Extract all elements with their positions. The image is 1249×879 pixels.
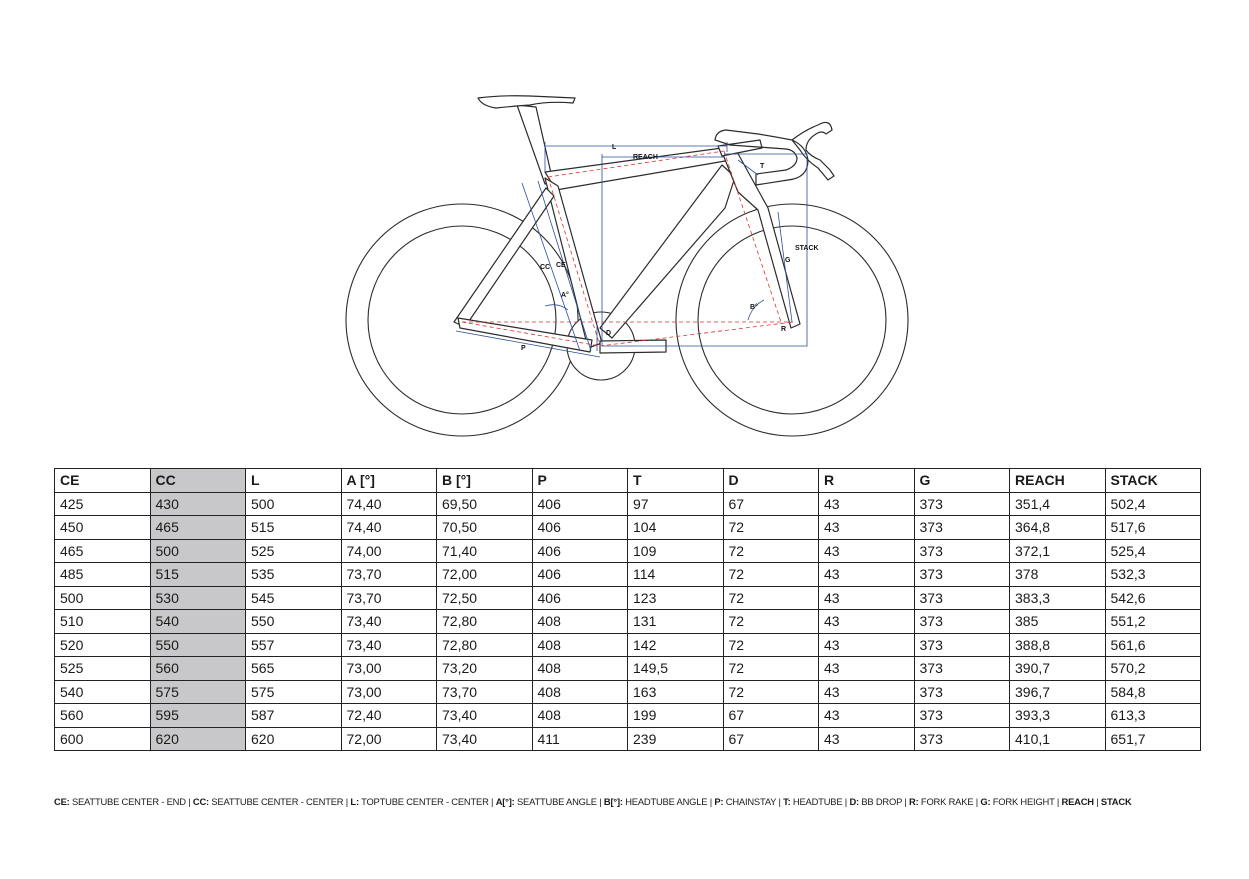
table-cell: 410,1 [1010, 727, 1106, 751]
table-cell: 515 [150, 563, 246, 587]
table-cell: 502,4 [1105, 492, 1201, 516]
table-cell: 43 [819, 633, 915, 657]
legend-description: CHAINSTAY [723, 796, 777, 807]
label-b-angle: B° [750, 304, 758, 311]
table-cell: 72,80 [437, 633, 533, 657]
table-cell: 67 [723, 492, 819, 516]
table-cell: 510 [55, 610, 151, 634]
table-cell: 73,40 [341, 610, 437, 634]
column-header: P [532, 469, 628, 493]
table-cell: 388,8 [1010, 633, 1106, 657]
table-cell: 560 [150, 657, 246, 681]
table-cell: 575 [150, 680, 246, 704]
table-cell: 373 [914, 539, 1010, 563]
table-cell: 73,70 [341, 563, 437, 587]
column-header: REACH [1010, 469, 1106, 493]
label-stack: STACK [795, 245, 819, 252]
table-cell: 43 [819, 492, 915, 516]
table-cell: 72 [723, 563, 819, 587]
table-cell: 520 [55, 633, 151, 657]
table-cell: 406 [532, 516, 628, 540]
table-cell: 565 [246, 657, 342, 681]
table-cell: 525 [55, 657, 151, 681]
table-body [55, 492, 1201, 751]
label-ce: CE [556, 262, 566, 269]
label-l: L [612, 144, 617, 151]
legend-description: FORK HEIGHT [990, 796, 1055, 807]
table-cell: 72 [723, 633, 819, 657]
table-row [55, 539, 1201, 563]
table-row [55, 657, 1201, 681]
table-cell: 123 [628, 586, 724, 610]
column-header: D [723, 469, 819, 493]
table-cell: 72,40 [341, 704, 437, 728]
table-cell: 408 [532, 680, 628, 704]
table-row [55, 586, 1201, 610]
legend-key: CC: [192, 796, 209, 807]
table-cell: 73,40 [437, 727, 533, 751]
legend-key: P: [714, 796, 724, 807]
table-cell: 517,6 [1105, 516, 1201, 540]
table-cell: 70,50 [437, 516, 533, 540]
table-cell: 72,80 [437, 610, 533, 634]
table-cell: 587 [246, 704, 342, 728]
table-cell: 465 [150, 516, 246, 540]
table-cell: 500 [246, 492, 342, 516]
column-header: R [819, 469, 915, 493]
column-header: STACK [1105, 469, 1201, 493]
label-r: R [781, 326, 787, 333]
table-cell: 43 [819, 563, 915, 587]
table-row [55, 516, 1201, 540]
table-cell: 408 [532, 657, 628, 681]
table-cell: 532,3 [1105, 563, 1201, 587]
table-cell: 450 [55, 516, 151, 540]
table-cell: 97 [628, 492, 724, 516]
table-cell: 131 [628, 610, 724, 634]
table-cell: 43 [819, 516, 915, 540]
table-cell: 525 [246, 539, 342, 563]
table-cell: 239 [628, 727, 724, 751]
column-header: CC [150, 469, 246, 493]
table-cell: 373 [914, 586, 1010, 610]
table-cell: 390,7 [1010, 657, 1106, 681]
table-cell: 373 [914, 563, 1010, 587]
table-cell: 373 [914, 704, 1010, 728]
table-cell: 430 [150, 492, 246, 516]
table-cell: 69,50 [437, 492, 533, 516]
table-cell: 73,70 [341, 586, 437, 610]
legend-description: BB DROP [858, 796, 902, 807]
legend-description: TOPTUBE CENTER - CENTER [358, 796, 489, 807]
column-header: CE [55, 469, 151, 493]
legend-key: R: [909, 796, 919, 807]
column-header: L [246, 469, 342, 493]
table-cell: 72,00 [341, 727, 437, 751]
table-row [55, 704, 1201, 728]
table-cell: 74,40 [341, 492, 437, 516]
table-cell: 530 [150, 586, 246, 610]
table-cell: 373 [914, 492, 1010, 516]
legend-key: T: [783, 796, 791, 807]
legend-key: CE: [54, 796, 70, 807]
legend-description: FORK RAKE [918, 796, 974, 807]
column-header: G [914, 469, 1010, 493]
table-cell: 383,3 [1010, 586, 1106, 610]
table-cell: 561,6 [1105, 633, 1201, 657]
table-row [55, 563, 1201, 587]
table-cell: 199 [628, 704, 724, 728]
table-cell: 114 [628, 563, 724, 587]
table-cell: 72,00 [437, 563, 533, 587]
table-cell: 406 [532, 492, 628, 516]
table-cell: 43 [819, 657, 915, 681]
label-a-angle: A° [561, 292, 569, 299]
table-cell: 43 [819, 610, 915, 634]
column-header: B [°] [437, 469, 533, 493]
table-cell: 408 [532, 633, 628, 657]
table-cell: 67 [723, 704, 819, 728]
legend-description: HEADTUBE ANGLE [622, 796, 708, 807]
legend-description: HEADTUBE [790, 796, 843, 807]
table-cell: 43 [819, 539, 915, 563]
table-cell: 408 [532, 610, 628, 634]
table-cell: 373 [914, 610, 1010, 634]
table-cell: 613,3 [1105, 704, 1201, 728]
table-cell: 73,70 [437, 680, 533, 704]
table-cell: 540 [150, 610, 246, 634]
table-cell: 73,00 [341, 680, 437, 704]
label-d: D [606, 330, 612, 337]
table-cell: 373 [914, 680, 1010, 704]
table-cell: 408 [532, 704, 628, 728]
table-cell: 373 [914, 657, 1010, 681]
label-p: P [521, 345, 526, 352]
table-cell: 500 [55, 586, 151, 610]
table-cell: 575 [246, 680, 342, 704]
table-cell: 72 [723, 657, 819, 681]
table-row [55, 633, 1201, 657]
table-cell: 551,2 [1105, 610, 1201, 634]
table-header-row [55, 469, 1201, 493]
legend-description: SEATTUBE ANGLE [514, 796, 597, 807]
legend-key: B[°]: [603, 796, 623, 807]
table-cell: 620 [246, 727, 342, 751]
legend-description: SEATTUBE CENTER - END [69, 796, 186, 807]
table-cell: 73,40 [437, 704, 533, 728]
table-cell: 595 [150, 704, 246, 728]
table-cell: 515 [246, 516, 342, 540]
table-cell: 72 [723, 680, 819, 704]
legend-key: A[°]: [495, 796, 515, 807]
legend-key: D: [849, 796, 859, 807]
table-cell: 406 [532, 586, 628, 610]
table-cell: 142 [628, 633, 724, 657]
table-cell: 465 [55, 539, 151, 563]
legend-key: L: [350, 796, 359, 807]
label-g: G [785, 257, 791, 264]
table-cell: 72 [723, 516, 819, 540]
table-cell: 364,8 [1010, 516, 1106, 540]
table-cell: 71,40 [437, 539, 533, 563]
table-cell: 525,4 [1105, 539, 1201, 563]
table-cell: 43 [819, 586, 915, 610]
table-cell: 406 [532, 563, 628, 587]
table-cell: 67 [723, 727, 819, 751]
table-cell: 163 [628, 680, 724, 704]
table-cell: 542,6 [1105, 586, 1201, 610]
table-cell: 620 [150, 727, 246, 751]
table-cell: 557 [246, 633, 342, 657]
table-cell: 584,8 [1105, 680, 1201, 704]
table-cell: 43 [819, 727, 915, 751]
table-cell: 535 [246, 563, 342, 587]
table-row [55, 680, 1201, 704]
column-header: A [°] [341, 469, 437, 493]
table-cell: 74,40 [341, 516, 437, 540]
abbreviation-legend: CE: SEATTUBE CENTER - END | CC: SEATTUBE CENTER - CENTER | L: TOPTUBE CENTER - CENTER | A[°]: SEATTUBE ANGLE | B[°]: HEADTUBE ANGLE | P: CHAINSTAY | T: HEADTUBE | D: BB DROP | R: FORK RAKE | G: FORK HEIGHT | REACH | STACK [54, 796, 1132, 807]
column-header: T [628, 469, 724, 493]
table-cell: 109 [628, 539, 724, 563]
table-cell: 43 [819, 680, 915, 704]
bike-geometry-diagram [340, 85, 915, 440]
label-reach: REACH [633, 154, 658, 161]
label-t: T [760, 163, 765, 170]
table-row [55, 610, 1201, 634]
table-cell: 651,7 [1105, 727, 1201, 751]
table-cell: 550 [150, 633, 246, 657]
table-cell: 43 [819, 704, 915, 728]
legend-description: SEATTUBE CENTER - CENTER [208, 796, 344, 807]
table-cell: 406 [532, 539, 628, 563]
table-row [55, 727, 1201, 751]
legend-key: REACH [1061, 796, 1094, 807]
table-cell: 540 [55, 680, 151, 704]
table-cell: 560 [55, 704, 151, 728]
legend-key: G: [980, 796, 991, 807]
table-cell: 373 [914, 727, 1010, 751]
table-cell: 393,3 [1010, 704, 1106, 728]
table-cell: 373 [914, 633, 1010, 657]
table-cell: 73,20 [437, 657, 533, 681]
table-cell: 149,5 [628, 657, 724, 681]
table-cell: 485 [55, 563, 151, 587]
table-cell: 372,1 [1010, 539, 1106, 563]
geometry-table [54, 468, 1201, 751]
table-cell: 550 [246, 610, 342, 634]
table-cell: 72 [723, 586, 819, 610]
table-cell: 570,2 [1105, 657, 1201, 681]
table-row [55, 492, 1201, 516]
table-cell: 351,4 [1010, 492, 1106, 516]
table-cell: 373 [914, 516, 1010, 540]
table-cell: 396,7 [1010, 680, 1106, 704]
table-cell: 72 [723, 539, 819, 563]
table-cell: 500 [150, 539, 246, 563]
table-cell: 72,50 [437, 586, 533, 610]
table-cell: 74,00 [341, 539, 437, 563]
table-cell: 545 [246, 586, 342, 610]
table-cell: 411 [532, 727, 628, 751]
label-cc: CC [540, 264, 551, 271]
table-cell: 600 [55, 727, 151, 751]
table-cell: 73,40 [341, 633, 437, 657]
table-cell: 73,00 [341, 657, 437, 681]
table-cell: 385 [1010, 610, 1106, 634]
table-cell: 425 [55, 492, 151, 516]
legend-key: STACK [1100, 796, 1132, 807]
table-cell: 72 [723, 610, 819, 634]
table-cell: 104 [628, 516, 724, 540]
table-cell: 378 [1010, 563, 1106, 587]
